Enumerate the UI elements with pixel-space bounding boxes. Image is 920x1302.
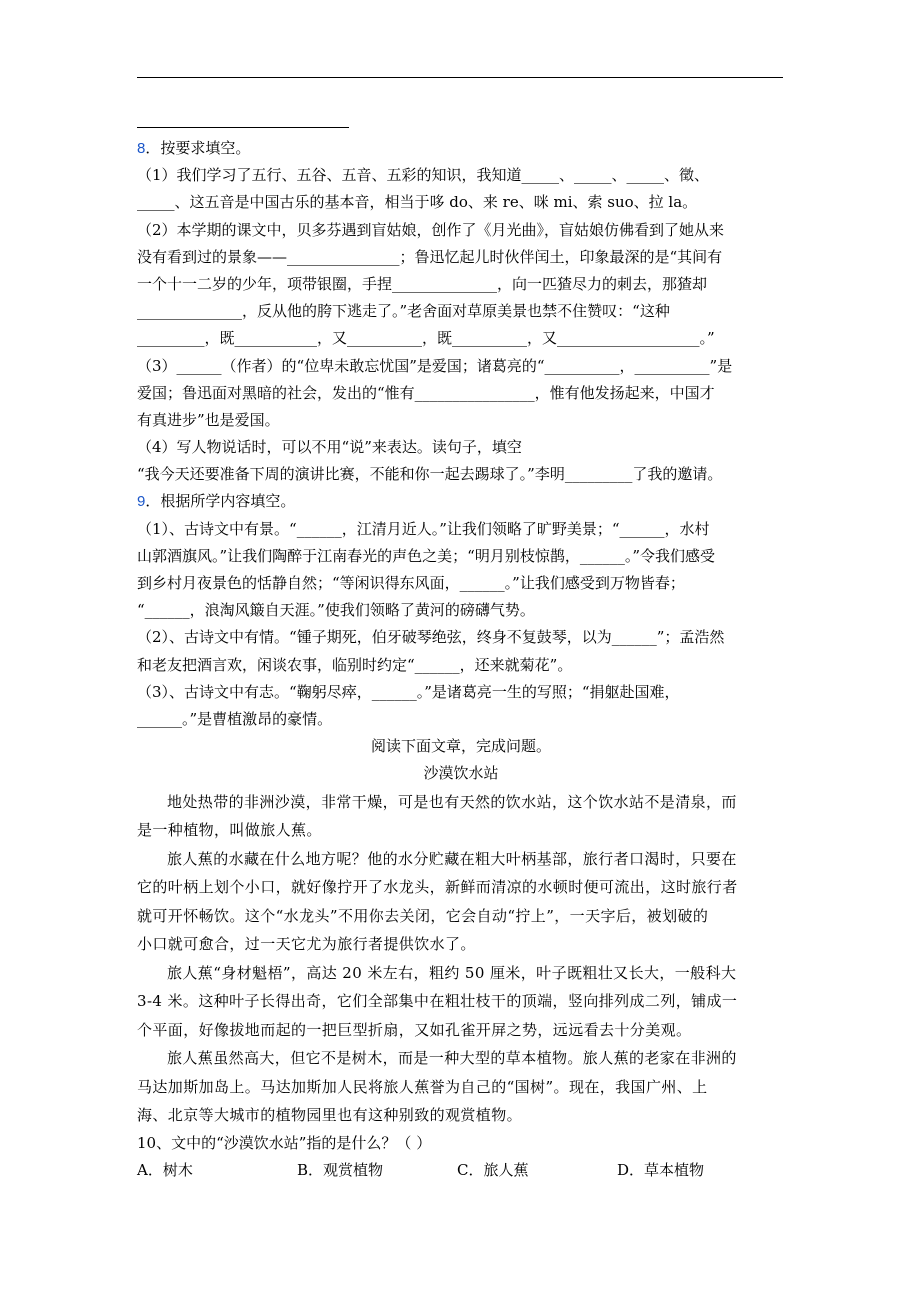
q8-number: 8 xyxy=(137,140,146,157)
header-rule xyxy=(137,77,783,78)
q9-line: 山郭酒旗风。”让我们陶醉于江南春光的声色之美；“明月别枝惊鹊，______。”令我们感受 xyxy=(137,546,716,565)
q8-line: 一个十一二岁的少年，项带银圈，手捏______________，向一匹猹尽力的刺去，那猹却 xyxy=(137,274,708,293)
passage-line: 马达加斯加岛上。马达加斯加人民将旅人蕉誉为自己的“国树”。现在，我国广州、上 xyxy=(137,1077,708,1096)
q9-line: （3）、古诗文中有志。“鞠躬尽瘁，______。”是诸葛亮一生的写照；“捐躯赴国难， xyxy=(137,682,680,701)
q8-line: 有真进步”也是爱国。 xyxy=(137,410,280,429)
passage-line: 小口就可愈合，过一天它尤为旅行者提供饮水了。 xyxy=(137,935,476,953)
passage-line: 它的叶柄上划个小口，就好像拧开了水龙头，新鲜而清凉的水顿时便可流出，这时旅行者 xyxy=(137,878,738,896)
worksheet xyxy=(137,135,785,1184)
q8-heading xyxy=(137,135,785,162)
q9-line: （2）、古诗文中有情。“锺子期死，伯牙破琴绝弦，终身不复鼓琴，以为______”；孟浩然 xyxy=(137,628,725,647)
passage-line: 旅人蕉的水藏在什么地方呢？他的水分贮藏在粗大叶柄基部，旅行者口渴时，只要在 xyxy=(167,849,737,868)
answer-line xyxy=(137,127,349,128)
passage-title: 沙漠饮水站 xyxy=(423,764,499,783)
q8-line: _________，既___________，又__________，既__________，又___________________。” xyxy=(137,329,715,348)
choice-b[interactable]: B．观赏植物 xyxy=(297,1160,384,1179)
passage-line: 旅人蕉虽然高大，但它不是树木，而是一种大型的草本植物。旅人蕉的老家在非洲的 xyxy=(167,1049,737,1067)
q9-line: （1）、古诗文中有景。“______，江清月近人。”让我们领略了旷野美景；“______，水村 xyxy=(137,519,710,538)
q9-line: “______，浪淘风簸自天涯。”使我们领略了黄河的磅礴气势。 xyxy=(137,601,535,620)
q8-line: 没有看到过的景象——_______________；鲁迅忆起儿时伙伴闰土，印象最深的是“其间有 xyxy=(137,247,723,266)
q10-choices xyxy=(137,1157,785,1184)
q8-line: “我今天还要准备下周的演讲比赛，不能和你一起去踢球了。”李明_________了我的邀请。 xyxy=(137,465,723,484)
q9-title: ．根据所学内容填空。 xyxy=(145,492,296,511)
reading-instruction: 阅读下面文章，完成问题。 xyxy=(370,737,551,756)
q9-line: 和老友把酒言欢，闲谈农事，临别时约定“______，还来就菊花”。 xyxy=(137,655,573,674)
q8-line: ______________，反从他的胯下逃走了。”老舍面对草原美景也禁不住赞叹：“这种 xyxy=(137,302,670,321)
passage-line: 是一种植物，叫做旅人蕉。 xyxy=(137,821,322,839)
q8-line: （4）写人物说话时，可以不用“说”来表达。读句子，填空 xyxy=(137,438,522,457)
q8-line: （3）______（作者）的“位卑未敢忘忧国”是爱国；诸葛亮的“__________，__________”是 xyxy=(137,356,733,375)
passage-line: 海、北京等大城市的植物园里也有这种别致的观赏植物。 xyxy=(137,1106,523,1124)
q8-line: （2）本学期的课文中，贝多芬遇到盲姑娘，创作了《月光曲》，盲姑娘仿佛看到了她从来 xyxy=(137,220,725,239)
passage-line: 3-4 米。这种叶子长得出奇，它们全部集中在粗壮枝干的顶端，竖向排列成二列，铺成一 xyxy=(137,992,738,1010)
passage xyxy=(137,788,785,1130)
choice-d[interactable]: D．草本植物 xyxy=(617,1160,705,1179)
passage-line: 个平面，好像拔地而起的一把巨型折扇，又如孔雀开屏之势，远远看去十分美观。 xyxy=(137,1020,692,1039)
choice-a[interactable]: A．树木 xyxy=(137,1160,193,1179)
passage-line: 就可开怀畅饮。这个“水龙头”不用你去关闭，它会自动“拧上”，一天字后，被划破的 xyxy=(137,906,709,925)
q8-line: _____、这五音是中国古乐的基本音，相当于哆 do、来 re、咪 mi、索 suo、拉 la。 xyxy=(137,193,698,212)
q9-line: 到乡村月夜景色的恬静自然；“等闲识得东风面，______。”让我们感受到万物皆春； xyxy=(137,574,685,592)
choice-c[interactable]: C．旅人蕉 xyxy=(457,1160,529,1179)
q10-question: 10、文中的“沙漠饮水站”指的是什么？（ ） xyxy=(137,1133,432,1152)
q8-line: （1）我们学习了五行、五谷、五音、五彩的知识，我知道_____、_____、_____、徵、 xyxy=(137,166,710,185)
q9-line: ______。”是曹植激昂的豪情。 xyxy=(137,709,333,728)
q9-heading xyxy=(137,488,785,515)
q8-line: 爱国；鲁迅面对黑暗的社会，发出的“惟有________________，惟有他发扬起来，中国才 xyxy=(137,383,715,402)
passage-line: 地处热带的非洲沙漠，非常干燥，可是也有天然的饮水站，这个饮水站不是清泉，而 xyxy=(167,792,737,811)
q8-title: ．按要求填空。 xyxy=(145,139,251,157)
q9-number: 9 xyxy=(137,493,146,511)
passage-line: 旅人蕉“身材魁梧”，高达 20 米左右，粗约 50 厘米，叶子既粗壮又长大，一般科大 xyxy=(167,963,737,982)
